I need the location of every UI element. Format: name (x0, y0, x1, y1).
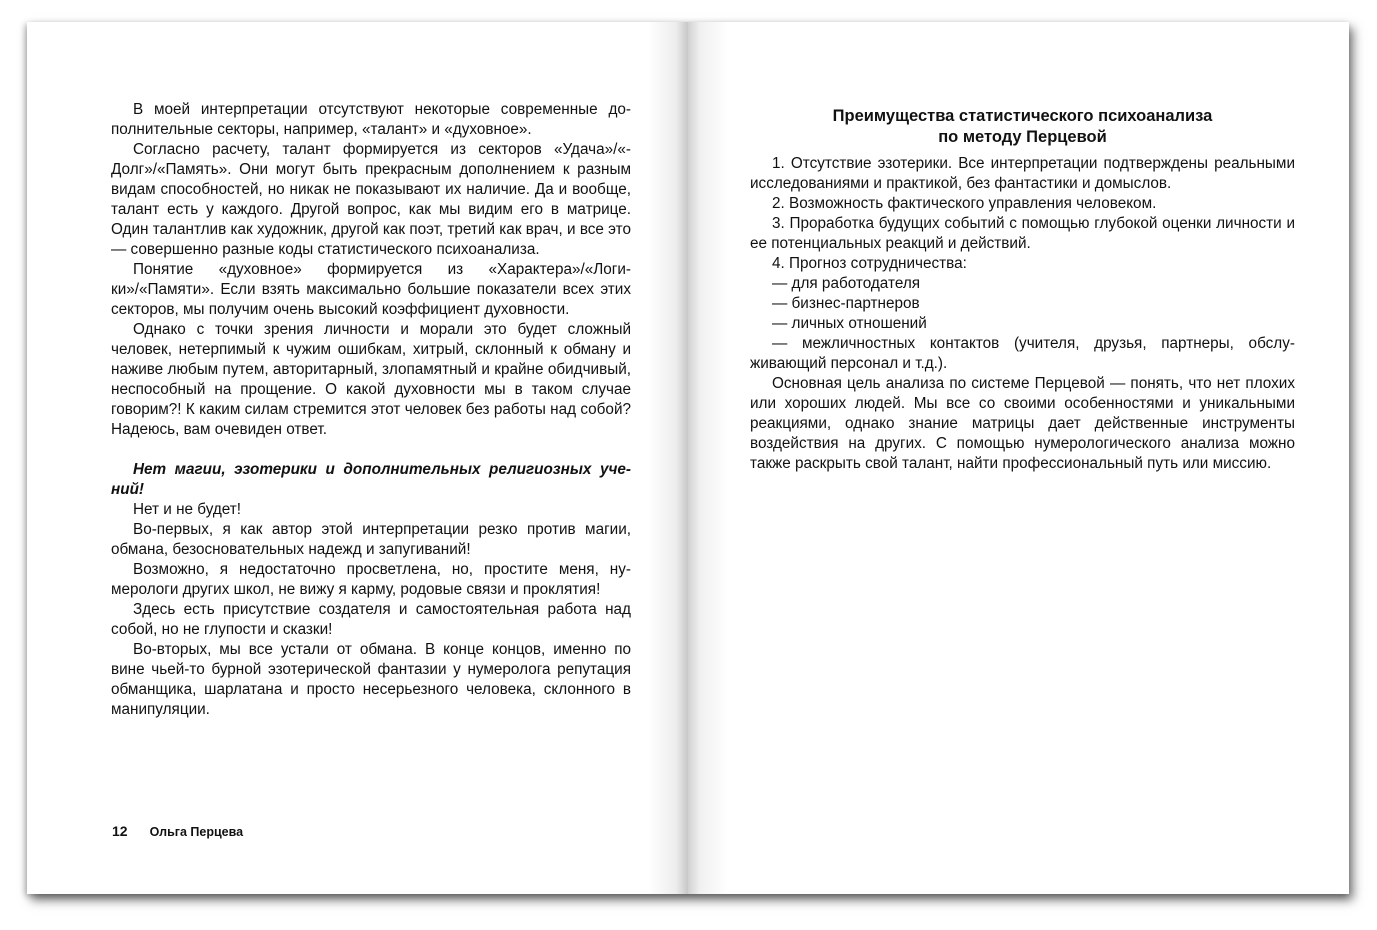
paragraph: Возможно, я недостаточно просветлена, но, простите меня, нумерологи других школ, не вижу я карму, родовые связи и проклятия! (111, 561, 631, 598)
page-footer (112, 823, 243, 839)
left-page (27, 22, 688, 894)
paragraph: Однако с точки зрения личности и морали это будет сложный человек, нетерпимый к чужим ошибкам, хитрый, склонный к обману и наживе любым путем, авторитарный, злопамятный и крайне обидчивый, неспособный на прощение. О какой духовности мы в таком случае говорим?! К каким силам стремится этот человек без работы над собой? Надеюсь, вам очевиден ответ. (111, 321, 631, 438)
paragraph: Согласно расчету, талант формируется из секторов «Удача»/«-Долг»/«Память». Они могут быть прекрасным дополнением к разным видам способностей, но никак не показывают их наличие. Да и вообще, талант есть у каждого. Другой вопрос, как мы видим его в матрице. Один талантлив как художник, другой как поэт, третий как врач, и все это — совершенно разные коды статистического психоанализа. (111, 141, 631, 258)
paragraph: Понятие «духовное» формируется из «Характера»/«Логики»/«Памяти». Если взять максимально большие показатели всех этих секторов, мы получим очень высокий коэффициент духовности. (111, 261, 631, 318)
dash-item: — межличностных контактов (учителя, друзья, партнеры, обслуживающий персонал и т.д.). (750, 335, 1295, 372)
book-spread (27, 22, 1349, 894)
heading-line-1: Преимущества статистического психоанализа (832, 107, 1213, 125)
gutter-shadow-left (648, 22, 688, 894)
list-item: 4. Прогноз сотрудничества: (772, 255, 967, 272)
author-name: Ольга Перцева (149, 825, 244, 839)
paragraph: Основная цель анализа по системе Перцевой — понять, что нет плохих или хороших людей. Мы все со своими особенностями и уникальными реакциями, однако знание матрицы дает действенные инструменты воздействия на других. С помощью нумерологического анализа можно также раскрыть свой талант, найти профессиональный путь или миссию. (750, 375, 1295, 472)
paragraph: Здесь есть присутствие создателя и самостоятельная работа над собой, но не глупости и сказки! (111, 601, 631, 638)
section-heading: Нет магии, эзотерики и дополнительных религиозных учений! (111, 461, 631, 498)
dash-item: — бизнес-партнеров (772, 295, 920, 312)
list-item: 3. Проработка будущих событий с помощью глубокой оценки личности и ее потенциальных реакций и действий. (750, 215, 1295, 252)
heading-line-2: по методу Перцевой (938, 128, 1107, 146)
chapter-heading (750, 106, 1295, 148)
gutter-shadow-right (688, 22, 728, 894)
paragraph: В моей интерпретации отсутствуют некоторые современные дополнительные секторы, например, «талант» и «духовное». (111, 101, 631, 138)
left-page-text (111, 100, 631, 720)
paragraph: Во-вторых, мы все устали от обмана. В конце концов, именно по вине чьей-то бурной эзотерической фантазии у нумеролога репутация обманщика, шарлатана и просто несерьезного человека, склонного в манипуляции. (111, 641, 631, 718)
list-item: 1. Отсутствие эзотерики. Все интерпретации подтверждены реальными исследованиями и практикой, без фантастики и домыслов. (750, 155, 1295, 192)
paragraph: Во-первых, я как автор этой интерпретации резко против магии, обмана, безосновательных надежд и запугиваний! (111, 521, 631, 558)
dash-item: — для работодателя (772, 275, 921, 292)
list-item: 2. Возможность фактического управления человеком. (772, 195, 1157, 212)
right-page (688, 22, 1349, 894)
dash-item: — личных отношений (772, 315, 927, 332)
page-number: 12 (112, 823, 128, 839)
paragraph: Нет и не будет! (133, 501, 242, 518)
right-page-text (750, 154, 1295, 474)
